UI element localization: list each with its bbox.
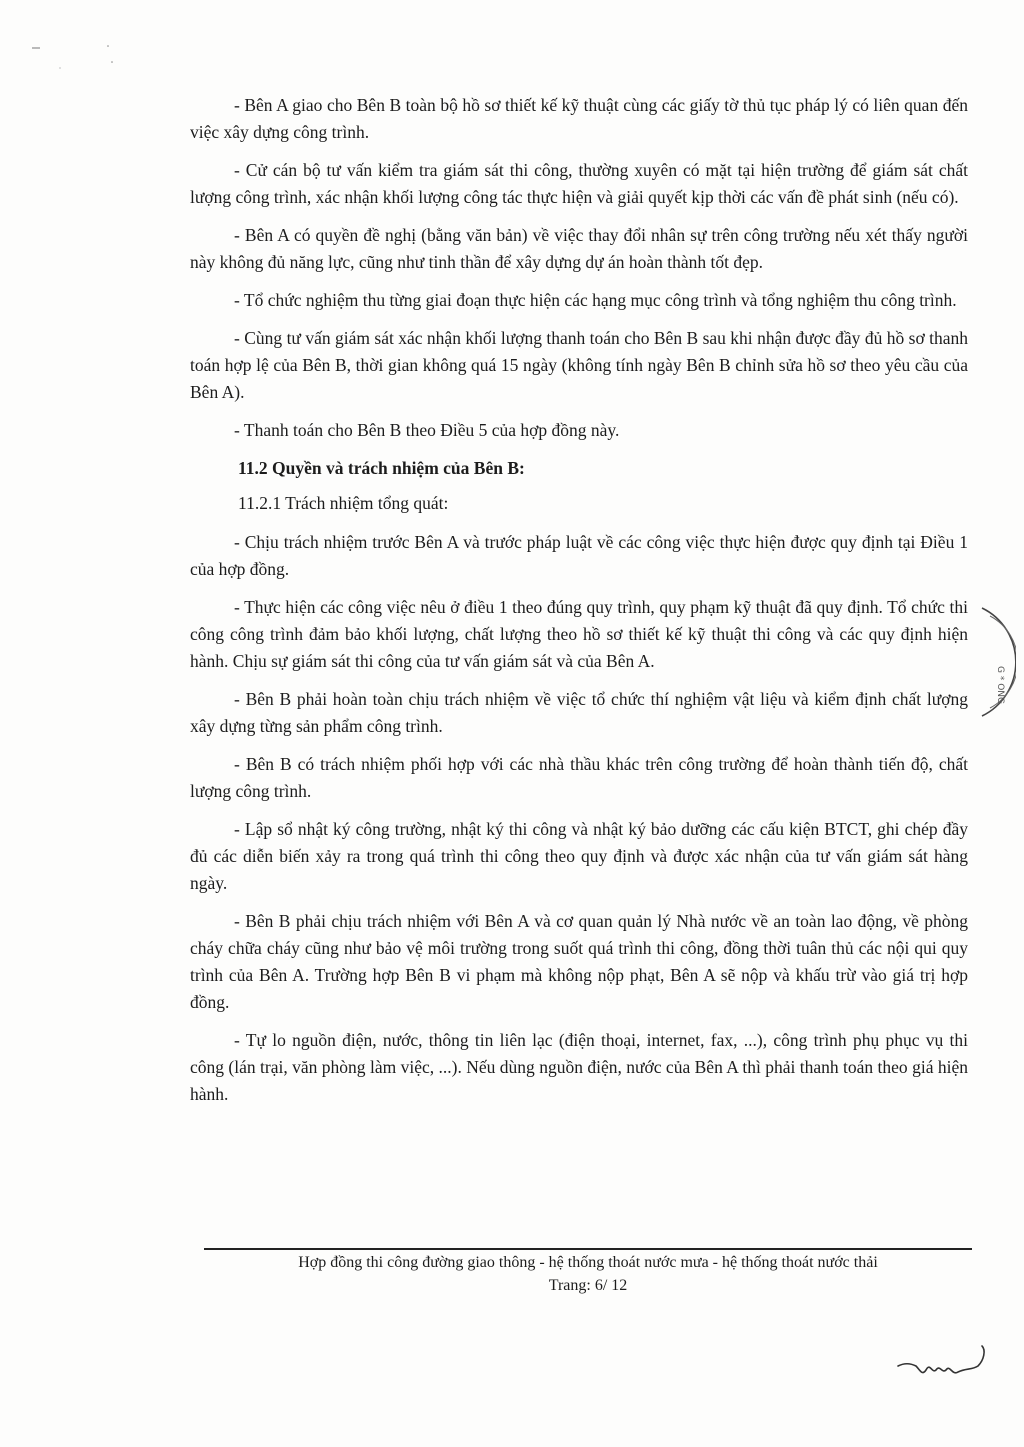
- handwritten-initials: [892, 1340, 992, 1388]
- paragraph: - Bên B phải chịu trách nhiệm với Bên A và cơ quan quản lý Nhà nước về an toàn lao động, về phòng cháy chữa cháy cũng như bảo vệ môi trường trong suốt quá trình thi công, đồng thời tuân thủ các nội qui quy trình của Bên A. Trường hợp Bên B vi phạm mà không nộp phạt, Bên A sẽ nộp và khấu trừ vào giá trị hợp đồng.: [190, 911, 968, 1012]
- paragraph: - Bên A giao cho Bên B toàn bộ hồ sơ thiết kế kỹ thuật cùng các giấy tờ thủ tục pháp lý có liên quan đến việc xây dựng công trình.: [190, 95, 968, 142]
- footer-contract-title: Hợp đồng thi công đường giao thông - hệ thống thoát nước mưa - hệ thống thoát nước thải: [298, 1254, 878, 1271]
- paragraph: - Cùng tư vấn giám sát xác nhận khối lượng thanh toán cho Bên B sau khi nhận được đầy đủ hồ sơ thanh toán hợp lệ của Bên B, thời gian không quá 15 ngày (không tính ngày Bên B chỉnh sửa hồ sơ theo yêu cầu của Bên A).: [190, 328, 968, 402]
- footer-divider: [204, 1248, 972, 1250]
- paragraph: - Bên A có quyền đề nghị (bằng văn bản) về việc thay đổi nhân sự trên công trường nếu xét thấy người này không đủ năng lực, cũng như tinh thần để xây dựng dự án hoàn thành tốt đẹp.: [190, 225, 968, 272]
- page-number: Trang: 6/ 12: [548, 1277, 628, 1294]
- paragraph: - Bên B có trách nhiệm phối hợp với các nhà thầu khác trên công trường để hoàn thành tiến độ, chất lượng công trình.: [190, 754, 968, 801]
- paragraph: - Cử cán bộ tư vấn kiểm tra giám sát thi công, thường xuyên có mặt tại hiện trường để giám sát chất lượng công trình, xác nhận khối lượng công tác thực hiện và giải quyết kịp thời các vấn đề phát sinh (nếu có).: [190, 160, 968, 207]
- document-body: [190, 92, 968, 1119]
- subsection-heading: 11.2.1 Trách nhiệm tổng quát:: [238, 493, 449, 513]
- paragraph: - Tổ chức nghiệm thu từng giai đoạn thực hiện các hạng mục công trình và tổng nghiệm thu công trình.: [234, 290, 957, 310]
- paragraph: - Thanh toán cho Bên B theo Điều 5 của hợp đồng này.: [234, 420, 620, 440]
- paragraph: - Lập sổ nhật ký công trường, nhật ký thi công và nhật ký bảo dưỡng các cấu kiện BTCT, ghi chép đầy đủ các diễn biến xảy ra trong quá trình thi công theo quy định và được xác nhận của tư vấn giám sát hàng ngày.: [190, 819, 968, 893]
- paragraph: - Chịu trách nhiệm trước Bên A và trước pháp luật về các công việc thực hiện được quy định tại Điều 1 của hợp đồng.: [190, 532, 968, 579]
- scan-specks: [20, 40, 120, 80]
- section-heading: 11.2 Quyền và trách nhiệm của Bên B:: [238, 458, 525, 478]
- company-seal-fragment: [976, 606, 1016, 718]
- svg-text:G * ONG: G * ONG: [995, 666, 1005, 704]
- paragraph: - Tự lo nguồn điện, nước, thông tin liên lạc (điện thoại, internet, fax, ...), công trình phụ phục vụ thi công (lán trại, văn phòng làm việc, ...). Nếu dùng nguồn điện, nước của Bên A thì phải thanh toán theo giá hiện hành.: [190, 1030, 968, 1104]
- paragraph: - Thực hiện các công việc nêu ở điều 1 theo đúng quy trình, quy phạm kỹ thuật đã quy định. Tổ chức thi công công trình đảm bảo khối lượng, chất lượng theo hồ sơ thiết kế kỹ thuật thi công và các quy định hiện hành. Chịu sự giám sát thi công của tư vấn giám sát và của Bên A.: [190, 597, 968, 671]
- paragraph: - Bên B phải hoàn toàn chịu trách nhiệm về việc tổ chức thí nghiệm vật liệu và kiểm định chất lượng xây dựng từng sản phẩm công trình.: [190, 689, 968, 736]
